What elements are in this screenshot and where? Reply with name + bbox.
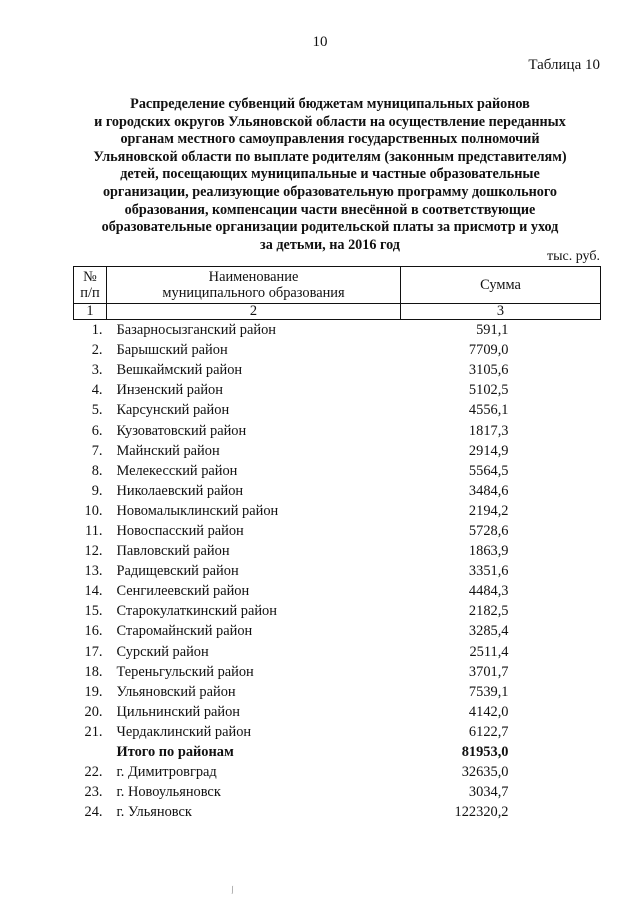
header-sum: Сумма	[401, 267, 601, 304]
units-label: тыс. руб.	[547, 249, 600, 264]
title-line: организации, реализующие образовательную программу дошкольного	[102, 183, 558, 200]
table-row	[74, 521, 601, 541]
subvention-table	[73, 266, 601, 822]
row-number: 19.	[84, 683, 103, 700]
title-line: и городских округов Ульяновской области на осуществление переданных	[94, 113, 566, 130]
row-number: 23.	[84, 784, 103, 801]
row-value: 2194,2	[468, 502, 509, 519]
table-row	[74, 722, 601, 742]
row-value: 4142,0	[468, 703, 509, 720]
table-row	[74, 802, 601, 822]
row-name: Кузоватовский район	[116, 422, 247, 439]
row-name: Инзенский район	[116, 382, 223, 399]
row-name: Барышский район	[116, 342, 228, 359]
row-name: Старокулаткинский район	[116, 603, 277, 620]
table-row	[74, 662, 601, 682]
row-value: 1817,3	[468, 422, 509, 439]
row-number: 24.	[84, 804, 103, 821]
row-number: 15.	[84, 603, 103, 620]
row-value: 1863,9	[468, 543, 509, 560]
row-name: Итого по районам	[116, 744, 234, 761]
row-name: г. Новоульяновск	[116, 784, 221, 801]
row-number: 3.	[91, 362, 103, 379]
row-number: 6.	[91, 422, 103, 439]
table-row	[74, 642, 601, 662]
scan-mark: ⁄	[229, 885, 237, 896]
row-number: 13.	[84, 563, 103, 580]
row-number: 4.	[91, 382, 103, 399]
table-row	[74, 400, 601, 420]
row-name: Павловский район	[116, 543, 230, 560]
table-row	[74, 501, 601, 521]
row-value: 3484,6	[468, 482, 509, 499]
row-value: 4556,1	[468, 402, 509, 419]
title-line: Ульяновской области по выплате родителям (законным представителям)	[93, 148, 567, 165]
title-line: детей, посещающих муниципальные и частные образовательные	[120, 166, 540, 183]
table-row	[74, 461, 601, 481]
row-name: Сурский район	[116, 643, 209, 660]
table-row	[74, 601, 601, 621]
row-number: 12.	[84, 543, 103, 560]
row-value: 3701,7	[468, 663, 509, 680]
table-row	[74, 682, 601, 702]
row-value: 7539,1	[468, 683, 509, 700]
row-name: Ульяновский район	[116, 683, 236, 700]
row-number: 1.	[91, 322, 103, 339]
row-value: 3034,7	[468, 784, 509, 801]
table-row	[74, 340, 601, 360]
row-number: 5.	[91, 402, 103, 419]
header-number	[74, 267, 107, 304]
row-number: 10.	[84, 502, 103, 519]
row-value: 4484,3	[468, 583, 509, 600]
row-number: 16.	[84, 623, 103, 640]
row-value: 32635,0	[461, 764, 509, 781]
column-number-row	[74, 304, 601, 320]
row-number: 21.	[84, 723, 103, 740]
table-row	[74, 380, 601, 400]
header-name	[107, 267, 401, 304]
table-row	[74, 541, 601, 561]
row-number: 17.	[84, 643, 103, 660]
row-value: 81953,0	[461, 744, 509, 761]
title-line: Распределение субвенций бюджетам муниципальных районов	[130, 96, 530, 112]
table-header-row	[74, 267, 601, 304]
table-row	[74, 581, 601, 601]
header-name-line1: Наименование	[208, 269, 299, 285]
page-number: 10	[312, 34, 328, 50]
header-number-line2: п/п	[80, 285, 100, 301]
row-value: 5564,5	[468, 462, 509, 479]
row-number: 14.	[84, 583, 103, 600]
row-value: 3351,6	[468, 563, 509, 580]
column-number: 2	[107, 304, 401, 320]
row-number: 7.	[91, 442, 103, 459]
document-title	[70, 96, 590, 254]
table-row	[74, 441, 601, 461]
row-name: Старомайнский район	[116, 623, 253, 640]
row-number: 11.	[85, 522, 103, 539]
header-number-line1: №	[83, 269, 97, 285]
row-number: 18.	[84, 663, 103, 680]
row-name: Радищевский район	[116, 563, 239, 580]
row-name: Мелекесский район	[116, 462, 238, 479]
row-value: 5728,6	[468, 522, 509, 539]
table-row	[74, 320, 601, 341]
row-value: 122320,2	[454, 804, 509, 821]
row-number: 20.	[84, 703, 103, 720]
row-name: Базарносызганский район	[116, 322, 276, 339]
column-number: 3	[401, 304, 601, 320]
row-name: Карсунский район	[116, 402, 230, 419]
row-number: 9.	[91, 482, 103, 499]
title-line: органам местного самоуправления государственных полномочий	[120, 131, 540, 148]
column-number: 1	[74, 304, 107, 320]
row-value: 6122,7	[468, 723, 509, 740]
row-name: Майнский район	[116, 442, 220, 459]
row-value: 3285,4	[468, 623, 509, 640]
row-name: Сенгилеевский район	[116, 583, 250, 600]
row-name: Николаевский район	[116, 482, 244, 499]
row-name: Тереньгульский район	[116, 663, 254, 680]
title-line: образовательные организации родительской платы за присмотр и уход	[101, 219, 559, 236]
header-name-line2: муниципального образования	[162, 285, 345, 301]
row-name: Чердаклинский район	[116, 723, 252, 740]
table-row	[74, 762, 601, 782]
row-value: 2182,5	[468, 603, 509, 620]
table-row	[74, 782, 601, 802]
row-number: 22.	[84, 764, 103, 781]
row-value: 5102,5	[468, 382, 509, 399]
total-row	[74, 742, 601, 762]
title-line: за детьми, на 2016 год	[260, 236, 400, 253]
row-value: 3105,6	[468, 362, 509, 379]
row-value: 2511,4	[469, 643, 509, 660]
table-row	[74, 702, 601, 722]
table-row	[74, 561, 601, 581]
table-label: Таблица 10	[528, 57, 600, 73]
row-name: Цильнинский район	[116, 703, 241, 720]
row-name: Новоспасский район	[116, 522, 244, 539]
row-number	[74, 742, 107, 762]
row-value: 2914,9	[468, 442, 509, 459]
row-name: Вешкаймский район	[116, 362, 243, 379]
table-row	[74, 420, 601, 440]
row-name: г. Димитровград	[116, 764, 217, 781]
row-name: г. Ульяновск	[116, 804, 192, 821]
row-number: 2.	[91, 342, 103, 359]
table-row	[74, 481, 601, 501]
row-name: Новомалыклинский район	[116, 502, 279, 519]
title-line: образования, компенсации части внесённой в соответствующие	[124, 201, 536, 218]
row-number: 8.	[91, 462, 103, 479]
row-value: 7709,0	[468, 342, 509, 359]
row-value: 591,1	[476, 322, 509, 339]
table-row	[74, 621, 601, 641]
table-row	[74, 360, 601, 380]
